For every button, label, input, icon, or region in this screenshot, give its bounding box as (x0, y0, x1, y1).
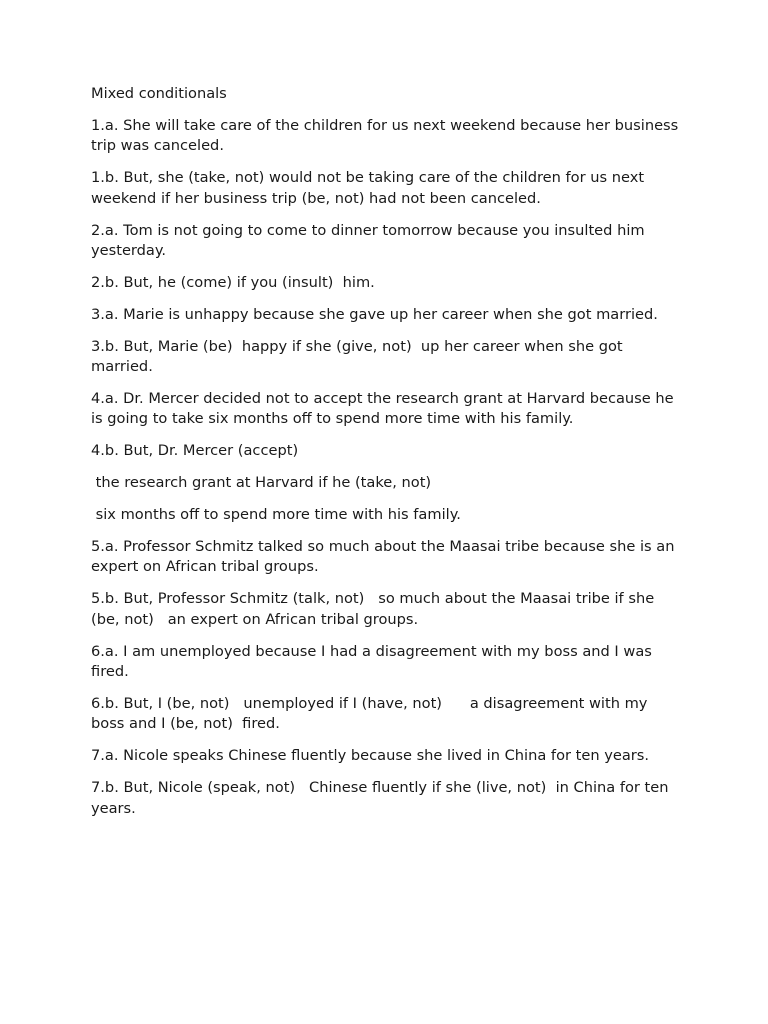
exercise-5a: 5.a. Professor Schmitz talked so much about the Maasai tribe because she is an expert on African tribal groups. (91, 538, 680, 576)
exercise-4b: 4.b. But, Dr. Mercer (accept) (91, 442, 299, 460)
exercise-4b-continued-2: six months off to spend more time with his family. (91, 506, 461, 524)
exercise-5b: 5.b. But, Professor Schmitz (talk, not) so much about the Maasai tribe if she (be, not) an expert on African tribal groups. (91, 590, 659, 628)
exercise-1b: 1.b. But, she (take, not) would not be taking care of the children for us next weekend if her business trip (be, not) had not been canceled. (91, 169, 649, 207)
exercise-7b: 7.b. But, Nicole (speak, not) Chinese fluently if she (live, not) in China for ten years. (91, 779, 674, 817)
exercise-3a: 3.a. Marie is unhappy because she gave up her career when she got married. (91, 305, 658, 323)
exercise-3b: 3.b. But, Marie (be) happy if she (give, not) up her career when she got married. (91, 337, 628, 376)
exercise-1a: 1.a. She will take care of the children for us next weekend because her business trip was canceled. (91, 116, 683, 155)
exercise-6a: 6.a. I am unemployed because I had a disagreement with my boss and I was fired. (91, 642, 657, 681)
exercise-7a: 7.a. Nicole speaks Chinese fluently because she lived in China for ten years. (91, 747, 650, 765)
exercise-6b: 6.b. But, I (be, not) unemployed if I (have, not) a disagreement with my boss and I (be, not) fired. (91, 694, 653, 733)
exercise-2a: 2.a. Tom is not going to come to dinner tomorrow because you insulted him yesterday. (91, 221, 650, 259)
document-body (91, 84, 681, 830)
document-title: Mixed conditionals (91, 85, 227, 102)
exercise-2b: 2.b. But, he (come) if you (insult) him. (91, 273, 375, 291)
exercise-4a: 4.a. Dr. Mercer decided not to accept the research grant at Harvard because he is going to take six months off to spend more time with his family. (91, 389, 679, 428)
exercise-4b-continued-1: the research grant at Harvard if he (take, not) (91, 474, 432, 492)
